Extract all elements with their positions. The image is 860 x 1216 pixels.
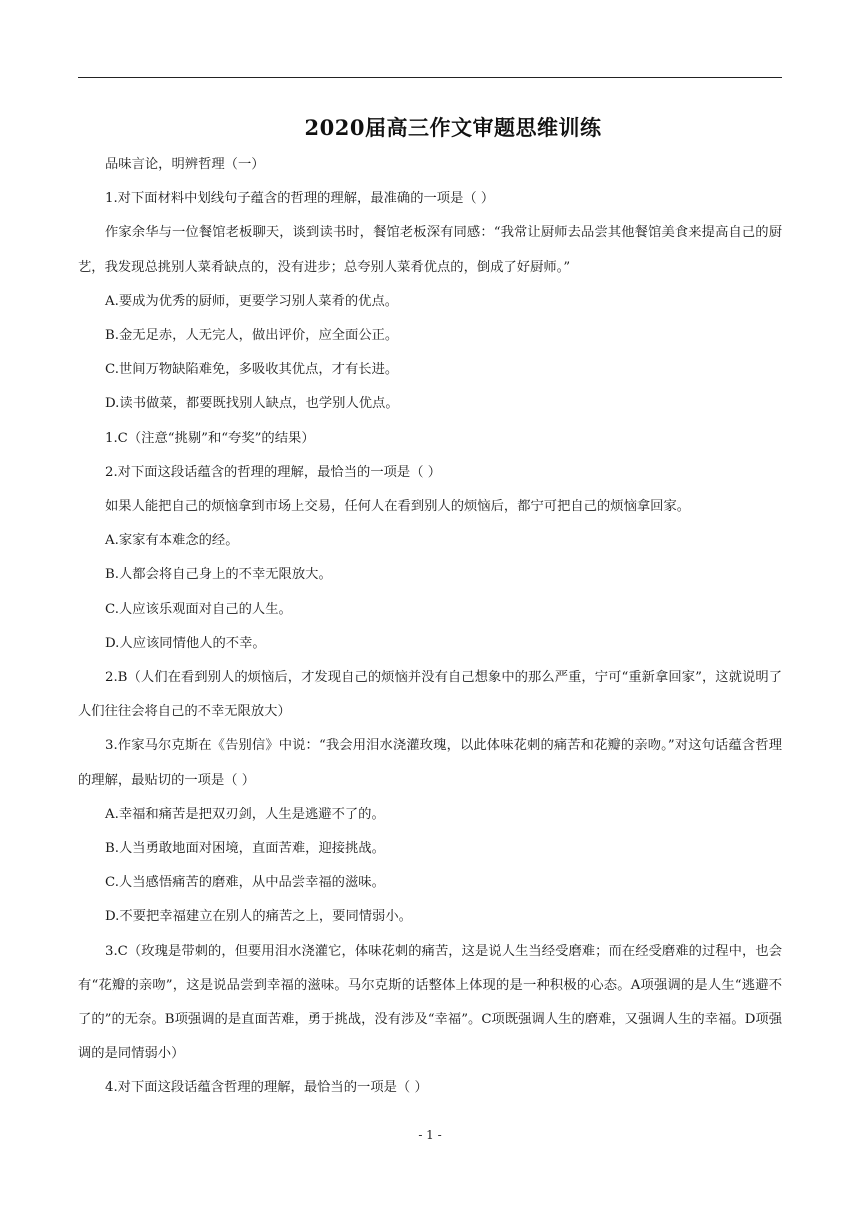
option-3b: B.人当勇敢地面对困境，直面苦难，迎接挑战。 [105,841,385,857]
option-1c: C.世间万物缺陷难免，多吸收其优点，才有长进。 [105,362,399,378]
option-3d: D.不要把幸福建立在别人的痛苦之上，要同情弱小。 [105,909,412,925]
option-2c: C.人应该乐观面对自己的人生。 [105,601,292,617]
option-2a: A.家家有本难念的经。 [105,533,239,549]
material-2: 如果人能把自己的烦恼拿到市场上交易，任何人在看到别人的烦恼后，都宁可把自己的烦恼拿回家。 [105,499,691,515]
document-body [78,148,782,1106]
section-heading: 品味言论，明辨哲理（一） [105,157,265,172]
answer-3: 3.C（玫瑰是带刺的，但要用泪水浇灌它，体味花刺的痛苦，这是说人生当经受磨难；而在经受磨难的过程中，也会有“花瓣的亲吻”，这是说品尝到幸福的滋味。马尔克斯的话整体上体现的是一种积极的心态。A项强调的是人生“逃避不了的”的无奈。B项强调的是直面苦难，勇于挑战，没有涉及“幸福”。C项既强调人生的磨难，又强调人生的幸福。D项强调的是同情弱小） [78,943,782,1062]
question-3: 3.作家马尔克斯在《告别信》中说：“我会用泪水浇灌玫瑰，以此体味花刺的痛苦和花瓣的亲吻。”对这句话蕴含哲理的理解，最贴切的一项是（ ） [78,738,782,788]
document-title: 2020届高三作文审题思维训练 [304,115,602,140]
question-4: 4.对下面这段话蕴含哲理的理解，最恰当的一项是（ ） [105,1080,428,1096]
header-rule [78,77,782,78]
option-3c: C.人当感悟痛苦的磨难，从中品尝幸福的滋味。 [105,875,385,891]
option-1b: B.金无足赤，人无完人，做出评价，应全面公正。 [105,328,399,344]
option-3a: A.幸福和痛苦是把双刃剑，人生是逃避不了的。 [105,806,385,822]
option-2d: D.人应该同情他人的不幸。 [105,635,266,651]
material-1: 作家余华与一位餐馆老板聊天，谈到读书时，餐馆老板深有同感：“我常让厨师去品尝其他餐馆美食来提高自己的厨艺，我发现总挑别人菜肴缺点的，没有进步；总夸别人菜肴优点的，倒成了好厨师。” [78,225,782,275]
option-1d: D.读书做菜，都要既找别人缺点，也学别人优点。 [105,396,399,412]
option-1a: A.要成为优秀的厨师，更要学习别人菜肴的优点。 [105,293,399,309]
question-2: 2.对下面这段话蕴含的哲理的理解，最恰当的一项是（ ） [105,464,442,480]
answer-2: 2.B（人们在看到别人的烦恼后，才发现自己的烦恼并没有自己想象中的那么严重，宁可“重新拿回家”，这就说明了人们往往会将自己的不幸无限放大） [78,670,782,720]
option-2b: B.人都会将自己身上的不幸无限放大。 [105,567,332,583]
answer-1: 1.C（注意“挑剔”和“夸奖”的结果） [105,430,315,446]
question-1: 1.对下面材料中划线句子蕴含的哲理的理解，最准确的一项是（ ） [105,191,495,207]
page-number: - 1 - [418,1128,442,1142]
